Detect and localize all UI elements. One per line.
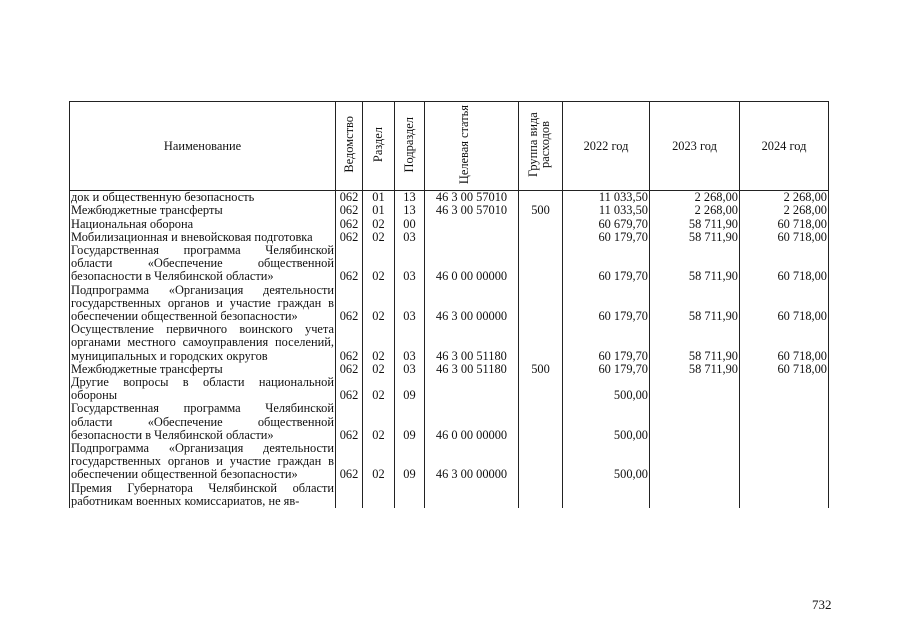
cell-agency bbox=[336, 482, 363, 508]
cell-2023: 58 711,90 bbox=[650, 323, 740, 363]
table-row bbox=[70, 323, 829, 363]
cell-2022: 500,00 bbox=[563, 376, 650, 402]
table-body bbox=[70, 191, 829, 508]
cell-2022: 60 179,70 bbox=[563, 363, 650, 376]
cell-target: 46 3 00 00000 bbox=[425, 442, 519, 482]
cell-expense-group: 500 bbox=[519, 204, 563, 217]
cell-name: Другие вопросы в области национальной обороны bbox=[71, 375, 334, 403]
cell-subsection: 09 bbox=[395, 376, 425, 402]
table-row bbox=[70, 284, 829, 324]
cell-2024: 2 268,00 bbox=[740, 191, 829, 205]
cell-section: 01 bbox=[363, 191, 395, 205]
cell-2023: 58 711,90 bbox=[650, 363, 740, 376]
cell-target bbox=[425, 376, 519, 402]
cell-name: Межбюджетные трансферты bbox=[70, 363, 336, 376]
cell-name: Государственная программа Челябинской области «Обеспечение общественной безопасности в Челябинской области» bbox=[71, 401, 334, 442]
cell-expense-group bbox=[519, 231, 563, 244]
cell-2023: 2 268,00 bbox=[650, 204, 740, 217]
cell-2024: 60 718,00 bbox=[740, 218, 829, 231]
cell-2022: 60 679,70 bbox=[563, 218, 650, 231]
cell-expense-group bbox=[519, 323, 563, 363]
header-name: Наименование bbox=[70, 102, 336, 191]
cell-2022: 500,00 bbox=[563, 442, 650, 482]
cell-subsection: 00 bbox=[395, 218, 425, 231]
cell-agency: 062 bbox=[336, 218, 363, 231]
cell-2023 bbox=[650, 442, 740, 482]
cell-section: 02 bbox=[363, 402, 395, 442]
cell-2024: 2 268,00 bbox=[740, 204, 829, 217]
cell-2023 bbox=[650, 402, 740, 442]
cell-name: Межбюджетные трансферты bbox=[70, 204, 336, 217]
cell-2022 bbox=[563, 482, 650, 508]
cell-expense-group bbox=[519, 442, 563, 482]
header-target: Целевая статья bbox=[456, 104, 471, 185]
header-row bbox=[70, 102, 829, 191]
cell-2022: 60 179,70 bbox=[563, 231, 650, 244]
table-row bbox=[70, 442, 829, 482]
cell-agency: 062 bbox=[336, 402, 363, 442]
cell-agency: 062 bbox=[336, 442, 363, 482]
table-row bbox=[70, 191, 829, 205]
cell-section: 02 bbox=[363, 323, 395, 363]
cell-2023: 58 711,90 bbox=[650, 244, 740, 284]
cell-target bbox=[425, 231, 519, 244]
cell-name: Осуществление первичного воинского учета органами местного самоуправления поселений, муниципальных и городских округов bbox=[71, 322, 334, 363]
cell-2023: 2 268,00 bbox=[650, 191, 740, 205]
header-agency: Ведомство bbox=[341, 116, 356, 173]
cell-subsection: 13 bbox=[395, 191, 425, 205]
cell-subsection: 09 bbox=[395, 442, 425, 482]
cell-target: 46 3 00 51180 bbox=[425, 363, 519, 376]
cell-subsection: 03 bbox=[395, 231, 425, 244]
cell-section: 02 bbox=[363, 218, 395, 231]
cell-2022: 60 179,70 bbox=[563, 244, 650, 284]
cell-name: Национальная оборона bbox=[70, 218, 336, 231]
cell-section: 02 bbox=[363, 442, 395, 482]
header-2024: 2024 год bbox=[740, 102, 829, 191]
cell-agency: 062 bbox=[336, 376, 363, 402]
table-row bbox=[70, 482, 829, 508]
cell-2024 bbox=[740, 442, 829, 482]
cell-expense-group bbox=[519, 218, 563, 231]
cell-target: 46 3 00 51180 bbox=[425, 323, 519, 363]
cell-2024 bbox=[740, 402, 829, 442]
cell-name: Государственная программа Челябинской области «Обеспечение общественной безопасности в Челябинской области» bbox=[71, 243, 334, 284]
table-row bbox=[70, 204, 829, 217]
table-row bbox=[70, 218, 829, 231]
cell-2023: 58 711,90 bbox=[650, 284, 740, 324]
cell-name: Подпрограмма «Организация деятельности государственных органов и участие граждан в обеспечении общественной безопасности» bbox=[71, 282, 334, 324]
cell-expense-group bbox=[519, 376, 563, 402]
cell-subsection: 09 bbox=[395, 402, 425, 442]
cell-agency: 062 bbox=[336, 204, 363, 217]
cell-agency: 062 bbox=[336, 191, 363, 205]
cell-name: Мобилизационная и вневойсковая подготовка bbox=[70, 231, 336, 244]
cell-2023 bbox=[650, 482, 740, 508]
budget-table bbox=[69, 101, 829, 508]
cell-2022: 11 033,50 bbox=[563, 204, 650, 217]
cell-expense-group bbox=[519, 284, 563, 324]
cell-subsection: 03 bbox=[395, 284, 425, 324]
cell-target: 46 0 00 00000 bbox=[425, 244, 519, 284]
cell-section: 01 bbox=[363, 204, 395, 217]
cell-2023: 58 711,90 bbox=[650, 218, 740, 231]
cell-target: 46 0 00 00000 bbox=[425, 402, 519, 442]
page-number: 732 bbox=[812, 597, 832, 612]
cell-2024: 60 718,00 bbox=[740, 363, 829, 376]
cell-name: Премия Губернатора Челябинской области работникам военных комиссариатов, не яв- bbox=[71, 480, 334, 508]
cell-name: Подпрограмма «Организация деятельности государственных органов и участие граждан в обеспечении общественной безопасности» bbox=[71, 441, 334, 482]
cell-2024: 60 718,00 bbox=[740, 244, 829, 284]
cell-target bbox=[425, 482, 519, 508]
cell-expense-group bbox=[519, 244, 563, 284]
cell-2024 bbox=[740, 482, 829, 508]
cell-section: 02 bbox=[363, 231, 395, 244]
cell-section: 02 bbox=[363, 363, 395, 376]
cell-target: 46 3 00 00000 bbox=[425, 284, 519, 324]
cell-section: 02 bbox=[363, 284, 395, 324]
cell-agency: 062 bbox=[336, 363, 363, 376]
header-section: Раздел bbox=[371, 126, 385, 163]
cell-2022: 500,00 bbox=[563, 402, 650, 442]
cell-subsection bbox=[395, 482, 425, 508]
table-row bbox=[70, 402, 829, 442]
cell-subsection: 03 bbox=[395, 363, 425, 376]
cell-2022: 60 179,70 bbox=[563, 284, 650, 324]
cell-subsection: 03 bbox=[395, 323, 425, 363]
cell-expense-group bbox=[519, 191, 563, 205]
header-2022: 2022 год bbox=[563, 102, 650, 191]
cell-2022: 11 033,50 bbox=[563, 191, 650, 205]
cell-subsection: 13 bbox=[395, 204, 425, 217]
table-row bbox=[70, 376, 829, 402]
cell-agency: 062 bbox=[336, 284, 363, 324]
cell-subsection: 03 bbox=[395, 244, 425, 284]
cell-2022: 60 179,70 bbox=[563, 323, 650, 363]
cell-agency: 062 bbox=[336, 231, 363, 244]
header-subsection: Подраздел bbox=[402, 116, 416, 173]
header-2023: 2023 год bbox=[650, 102, 740, 191]
cell-name: док и общественную безопасность bbox=[70, 191, 336, 205]
cell-target bbox=[425, 218, 519, 231]
cell-2023: 58 711,90 bbox=[650, 231, 740, 244]
cell-expense-group bbox=[519, 402, 563, 442]
cell-2024: 60 718,00 bbox=[740, 284, 829, 324]
table-row bbox=[70, 244, 829, 284]
cell-2024: 60 718,00 bbox=[740, 231, 829, 244]
cell-2023 bbox=[650, 376, 740, 402]
cell-expense-group bbox=[519, 482, 563, 508]
cell-agency: 062 bbox=[336, 323, 363, 363]
cell-section: 02 bbox=[363, 244, 395, 284]
cell-target: 46 3 00 57010 bbox=[425, 204, 519, 217]
cell-section bbox=[363, 482, 395, 508]
cell-2024 bbox=[740, 376, 829, 402]
cell-target: 46 3 00 57010 bbox=[425, 191, 519, 205]
cell-2024: 60 718,00 bbox=[740, 323, 829, 363]
header-expense-group: Группа вида расходов bbox=[525, 112, 552, 177]
cell-expense-group: 500 bbox=[519, 363, 563, 376]
cell-section: 02 bbox=[363, 376, 395, 402]
cell-agency: 062 bbox=[336, 244, 363, 284]
